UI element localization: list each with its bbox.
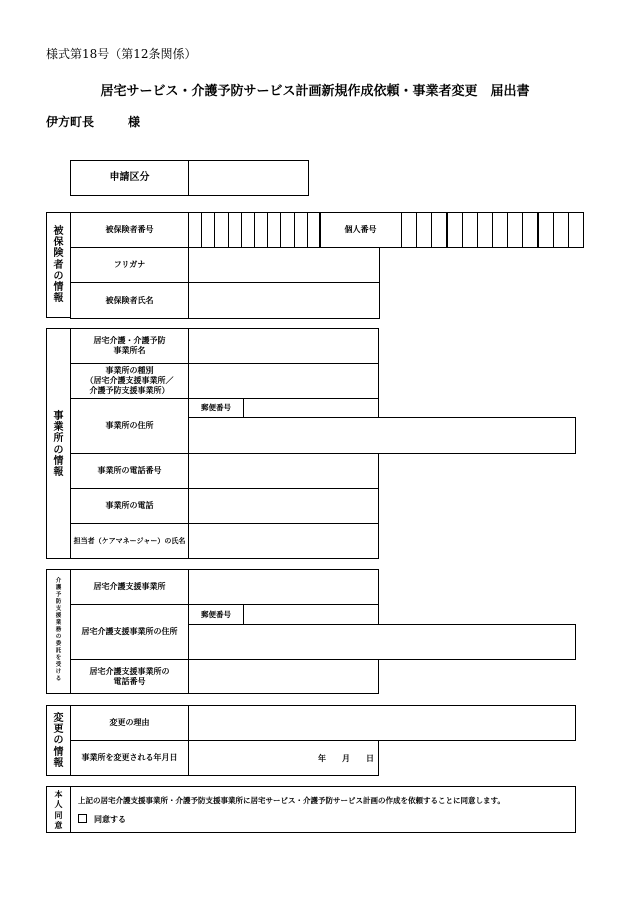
vertical-char: 者 (53, 259, 64, 271)
vertical-char: 業 (55, 620, 62, 626)
vertical-char: 本 (54, 790, 63, 799)
vertical-char: 受 (55, 662, 62, 668)
change-section-label-box (46, 705, 71, 776)
vertical-char: 所 (53, 433, 64, 445)
support-phone-label: 居宅介護支援事業所の 電話番号 (89, 666, 170, 686)
vertical-char: 委 (55, 641, 62, 647)
vertical-char: 同 (54, 810, 63, 820)
support-postal-field[interactable] (243, 604, 379, 625)
vertical-char: 援 (55, 613, 62, 619)
vertical-char: 託 (55, 648, 62, 654)
digit-box[interactable] (522, 212, 538, 248)
consent-checkbox[interactable] (78, 814, 87, 823)
digit-box[interactable] (254, 212, 268, 248)
vertical-char: 険 (53, 248, 64, 260)
office-name-field[interactable] (188, 328, 379, 364)
digit-box[interactable] (462, 212, 478, 248)
digit-box[interactable] (538, 212, 554, 248)
application-type-table (70, 160, 309, 196)
digit-box[interactable] (201, 212, 215, 248)
vertical-char: 変 (53, 713, 64, 724)
change-date-label: 事業所を変更される年月日 (81, 753, 178, 762)
furigana-field[interactable] (189, 248, 380, 283)
digit-box[interactable] (553, 212, 569, 248)
manager-label: 担当者（ケアマネージャー）の氏名 (73, 536, 186, 545)
manager-field[interactable] (188, 523, 379, 559)
vertical-char: 人 (54, 800, 63, 810)
vertical-char: 保 (53, 237, 64, 249)
insured-name-field[interactable] (189, 283, 380, 319)
office-type-field[interactable] (188, 363, 379, 399)
vertical-char: 業 (53, 422, 64, 434)
prevention-section-label-box (46, 569, 71, 694)
vertical-char: 支 (55, 606, 62, 612)
vertical-char: を (55, 655, 62, 661)
office-phone-field[interactable] (188, 488, 379, 524)
vertical-char: 報 (53, 466, 64, 478)
addressee-name: 伊方町長 (46, 115, 95, 129)
vertical-char: 報 (53, 293, 64, 305)
consent-section-label (47, 790, 70, 832)
digit-box[interactable] (416, 212, 432, 248)
vertical-char: 意 (54, 821, 63, 831)
office-address-label: 事業所の住所 (105, 421, 154, 430)
support-address-field[interactable] (188, 624, 576, 660)
vertical-char: 情 (53, 455, 64, 467)
vertical-char: る (55, 676, 62, 682)
vertical-char: 介 (55, 578, 62, 584)
insured-section-label-box (46, 212, 71, 318)
digit-box[interactable] (492, 212, 508, 248)
addressee (46, 113, 140, 130)
support-address-label: 居宅介護支援事業所の住所 (81, 627, 178, 636)
vertical-char: 報 (53, 757, 64, 769)
digit-box[interactable] (267, 212, 281, 248)
insured-section-label (47, 226, 70, 304)
page-title: 居宅サービス・介護予防サービス計画新規作成依頼・事業者変更 届出書 (100, 84, 530, 99)
digit-box[interactable] (401, 212, 417, 248)
digit-box[interactable] (568, 212, 584, 248)
consent-checkbox-row[interactable] (78, 814, 126, 825)
digit-box[interactable] (214, 212, 228, 248)
office-name-label: 居宅介護・介護予防 事業所名 (93, 336, 166, 355)
application-type-label: 申請区分 (71, 161, 189, 196)
insured-info-table (70, 247, 380, 319)
office-phone-number-field[interactable] (188, 453, 379, 489)
vertical-char: 護 (55, 585, 62, 591)
digit-box[interactable] (294, 212, 308, 248)
personal-number-digits[interactable] (401, 212, 583, 248)
vertical-char: 防 (55, 599, 62, 605)
personal-number-label: 個人番号 (344, 225, 377, 234)
support-office-label: 居宅介護支援事業所 (93, 582, 166, 591)
office-type-label: 事業所の種別 （居宅介護支援事業所／ 介護予防支援事業所） (85, 366, 174, 395)
digit-box[interactable] (280, 212, 294, 248)
office-section-label (47, 411, 70, 478)
vertical-char: の (53, 735, 64, 747)
consent-box (70, 786, 576, 833)
insured-number-label: 被保険者番号 (105, 225, 154, 234)
vertical-char: 事 (53, 411, 64, 422)
form-number: 様式第18号（第12条関係） (46, 47, 197, 61)
vertical-char: の (53, 270, 64, 282)
vertical-char: 情 (53, 281, 64, 293)
digit-box[interactable] (447, 212, 463, 248)
digit-box[interactable] (241, 212, 255, 248)
vertical-char: 予 (55, 592, 62, 598)
change-section-label (47, 713, 70, 769)
prevention-section-label (47, 578, 70, 683)
insured-name-label: 被保険者氏名 (71, 283, 189, 319)
change-reason-field[interactable] (188, 705, 576, 741)
year-label: 年 (318, 754, 326, 763)
vertical-char: の (55, 634, 62, 640)
digit-box[interactable] (431, 212, 447, 248)
furigana-label: フリガナ (71, 248, 189, 283)
consent-section-label-box (46, 786, 71, 833)
support-office-field[interactable] (188, 569, 379, 605)
consent-checkbox-label: 同意する (94, 815, 126, 824)
application-type-field[interactable] (189, 161, 309, 196)
vertical-char: 被 (53, 226, 64, 237)
digit-box[interactable] (477, 212, 493, 248)
day-label: 日 (366, 754, 374, 763)
month-label: 月 (342, 754, 350, 763)
office-phone-number-label: 事業所の電話番号 (97, 466, 162, 475)
vertical-char: 更 (53, 724, 64, 736)
digit-box[interactable] (228, 212, 242, 248)
honorific: 様 (128, 115, 141, 129)
office-phone-label: 事業所の電話 (105, 501, 154, 510)
change-reason-label: 変更の理由 (109, 718, 150, 727)
office-postal-label: 郵便番号 (201, 403, 231, 413)
support-phone-field[interactable] (188, 659, 379, 694)
vertical-char: 情 (53, 746, 64, 758)
digit-box[interactable] (188, 212, 202, 248)
consent-statement: 上記の居宅介護支援事業所・介護予防支援事業所に居宅サービス・介護予防サービス計画の作成を依頼することに同意します。 (78, 796, 505, 805)
vertical-char: の (53, 444, 64, 456)
office-address-field[interactable] (188, 417, 576, 454)
vertical-char: け (55, 669, 62, 675)
office-section-label-box (46, 328, 71, 559)
digit-box[interactable] (507, 212, 523, 248)
office-postal-field[interactable] (243, 398, 379, 418)
insured-number-digits[interactable] (188, 212, 320, 248)
vertical-char: 務 (55, 627, 62, 633)
support-postal-label: 郵便番号 (201, 609, 231, 619)
change-date-field[interactable] (188, 740, 379, 776)
